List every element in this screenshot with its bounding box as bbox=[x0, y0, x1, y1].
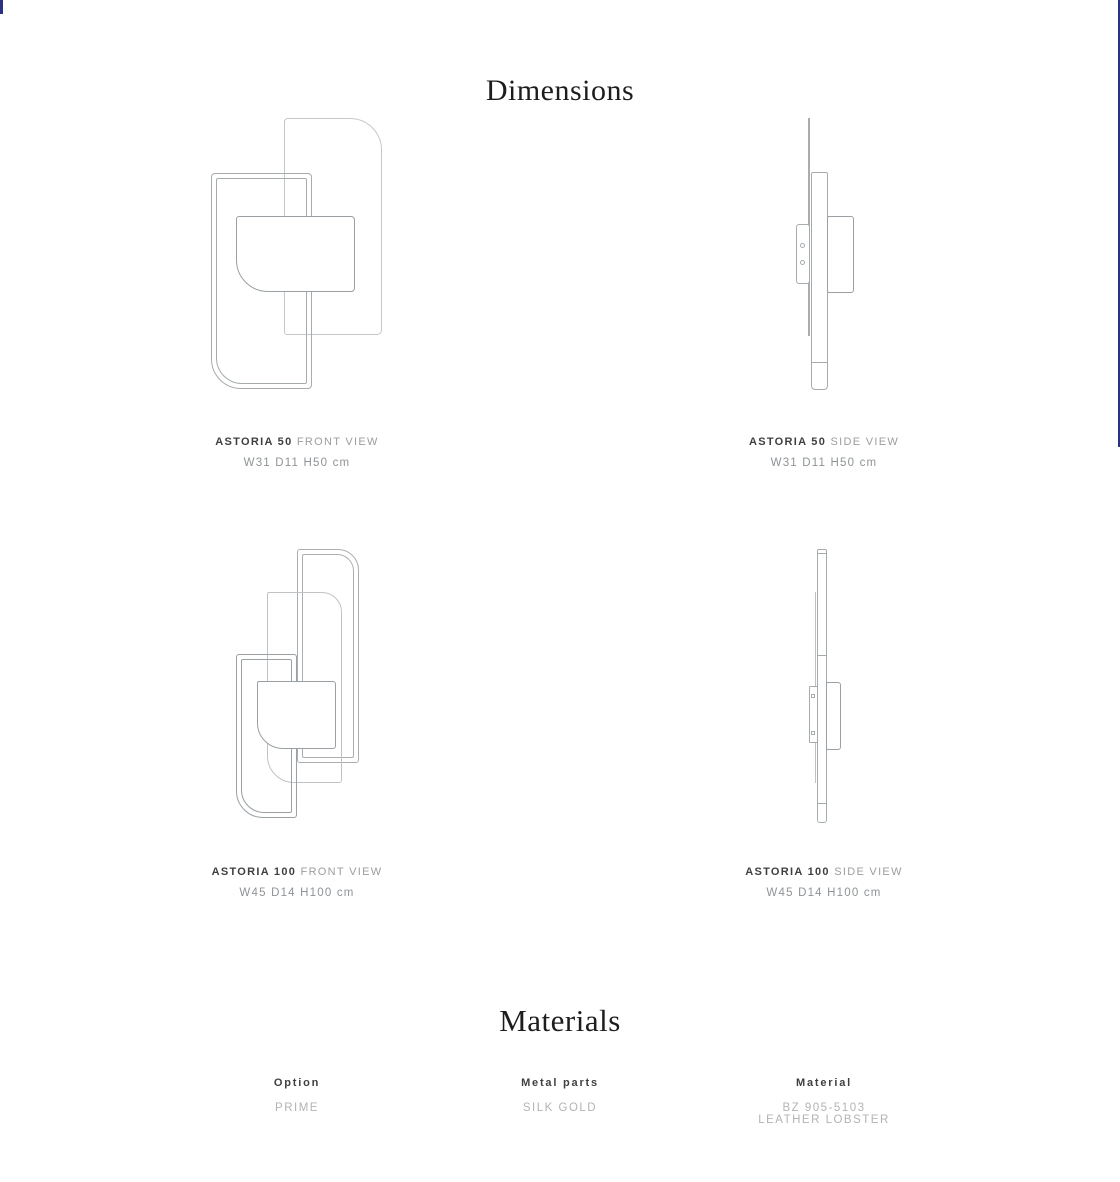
mount-bracket-outline bbox=[809, 686, 818, 743]
model-name: ASTORIA 100 bbox=[211, 866, 297, 878]
lower-frame-inner-outline bbox=[241, 659, 292, 813]
screw-hole-top bbox=[800, 243, 805, 248]
screw-hole-bottom bbox=[800, 260, 805, 265]
body-profile-outline bbox=[811, 172, 828, 363]
shade-profile-outline bbox=[826, 682, 841, 750]
figure-dimensions: W31 D11 H50 cm bbox=[770, 457, 878, 469]
lamp-shade-outline bbox=[236, 216, 355, 292]
caption-astoria-50-front bbox=[147, 436, 447, 469]
bottom-seam-line bbox=[818, 803, 826, 804]
tall-frame-inner-outline bbox=[302, 554, 354, 758]
materials-label: Metal parts bbox=[521, 1077, 599, 1089]
model-name: ASTORIA 100 bbox=[745, 866, 830, 878]
figure-title bbox=[147, 436, 447, 448]
view-label: FRONT VIEW bbox=[300, 866, 383, 878]
front-frame-outer-outline bbox=[211, 173, 312, 389]
figure-title bbox=[147, 866, 447, 878]
figure-dimensions: W45 D14 H100 cm bbox=[239, 887, 355, 899]
figure-title bbox=[674, 436, 974, 448]
dimensions-section-title: Dimensions bbox=[485, 74, 635, 108]
body-bottom-cap-outline bbox=[811, 362, 828, 390]
lower-frame-outer-outline bbox=[236, 654, 297, 818]
materials-column-material bbox=[749, 1077, 899, 1126]
materials-column-metal-parts bbox=[460, 1077, 660, 1114]
figure-dimensions: W45 D14 H100 cm bbox=[766, 887, 882, 899]
figure-dimensions: W31 D11 H50 cm bbox=[243, 457, 351, 469]
view-label: SIDE VIEW bbox=[834, 866, 903, 878]
back-panel-outline bbox=[284, 118, 382, 335]
view-label: SIDE VIEW bbox=[830, 436, 900, 448]
model-name: ASTORIA 50 bbox=[215, 436, 293, 448]
left-edge-accent bbox=[0, 0, 3, 14]
top-seam-line bbox=[818, 553, 826, 554]
caption-astoria-50-side bbox=[674, 436, 974, 469]
caption-astoria-100-front bbox=[147, 866, 447, 899]
middle-seam-line bbox=[818, 655, 826, 656]
materials-value: SILK GOLD bbox=[522, 1102, 598, 1114]
materials-label: Material bbox=[796, 1077, 852, 1089]
model-name: ASTORIA 50 bbox=[748, 436, 827, 448]
screw-top bbox=[811, 694, 815, 698]
tall-frame-outer-outline bbox=[297, 549, 359, 763]
materials-section-title: Materials bbox=[499, 1002, 621, 1038]
body-profile-outline bbox=[817, 549, 827, 823]
lamp-shade-outline bbox=[257, 681, 336, 749]
mount-bracket-outline bbox=[796, 224, 810, 284]
middle-panel-outline bbox=[267, 592, 342, 783]
front-frame-inner-outline bbox=[216, 178, 307, 384]
wall-panel-edge-line bbox=[808, 118, 810, 336]
view-label: FRONT VIEW bbox=[296, 436, 379, 448]
shade-profile-outline bbox=[827, 216, 854, 293]
materials-value: PRIME bbox=[275, 1102, 319, 1114]
caption-astoria-100-side bbox=[674, 866, 974, 899]
materials-value: BZ 905-5103 LEATHER LOBSTER bbox=[758, 1102, 890, 1127]
figure-title bbox=[674, 866, 974, 878]
screw-bottom bbox=[811, 731, 815, 735]
middle-panel-edge-line bbox=[815, 592, 816, 783]
materials-label: Option bbox=[273, 1077, 321, 1089]
materials-column-option bbox=[197, 1077, 397, 1114]
